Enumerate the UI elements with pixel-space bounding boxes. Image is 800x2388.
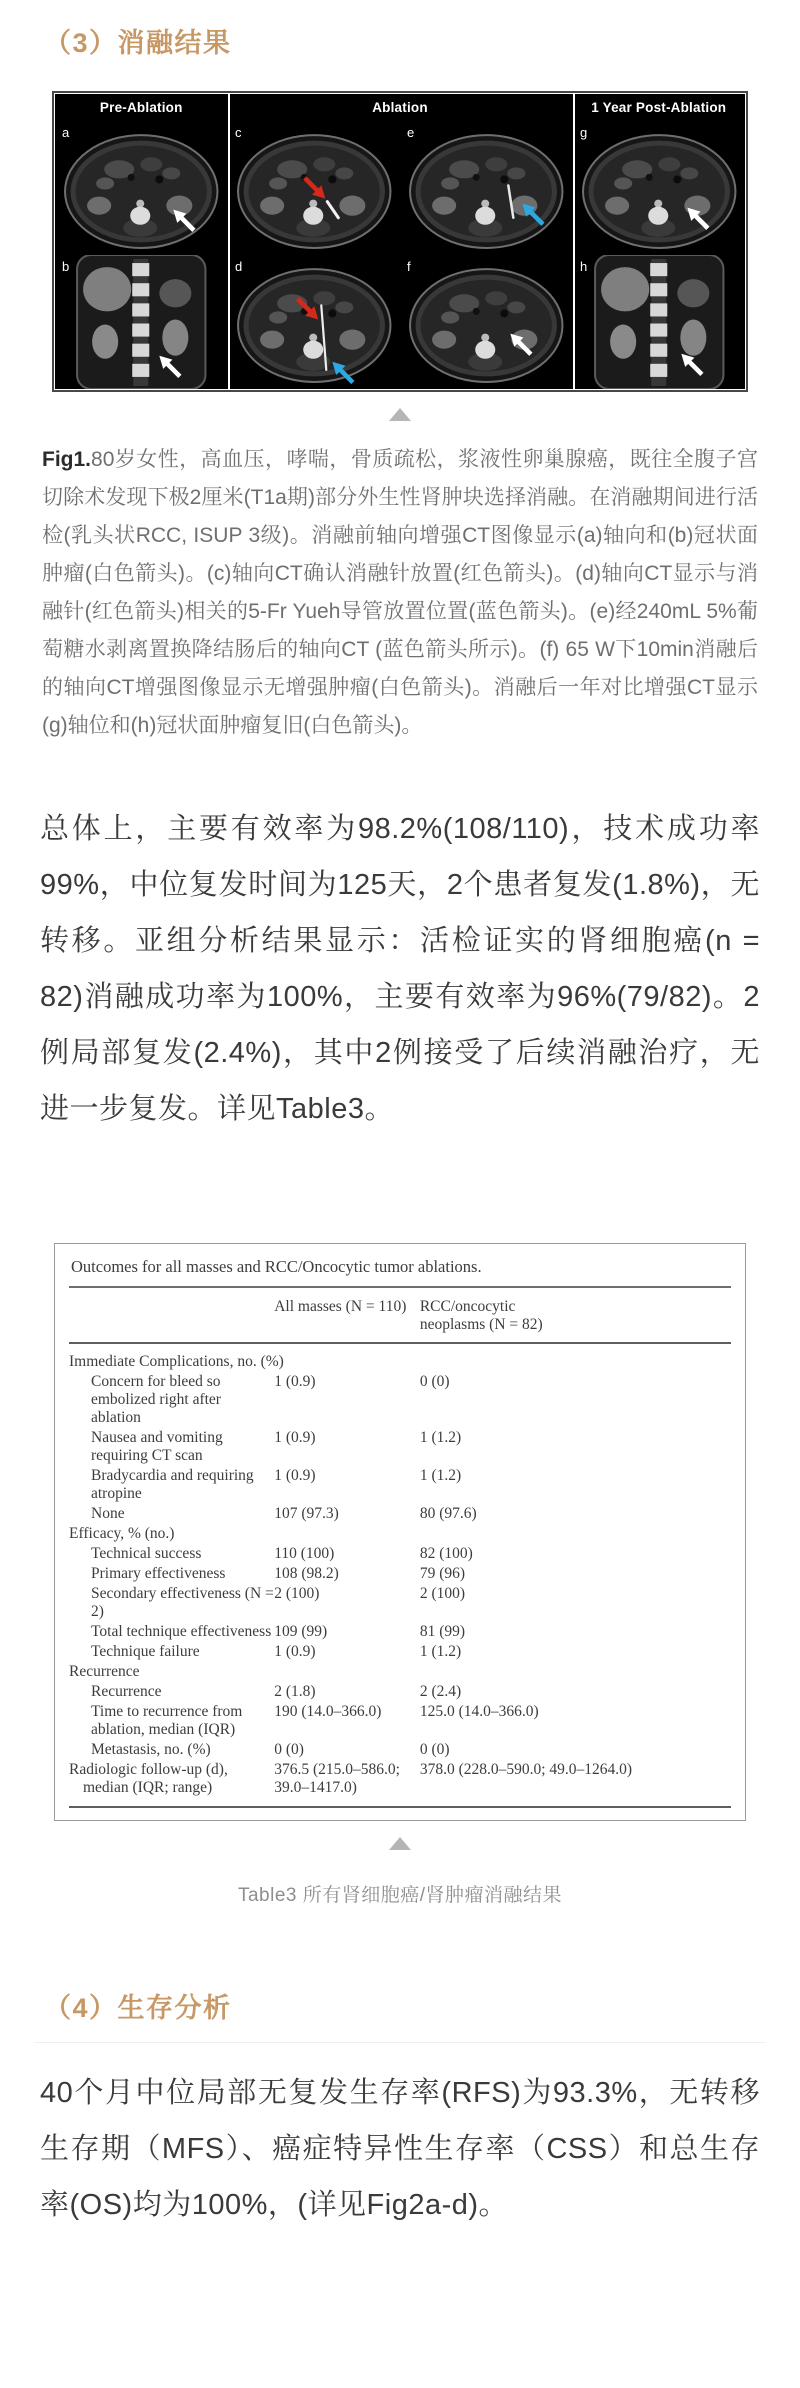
table-section-row xyxy=(69,1662,731,1682)
panel-letter: d xyxy=(234,259,242,275)
table3-outcomes-box xyxy=(54,1243,746,1821)
row-label: Primary effectiveness xyxy=(91,1565,226,1583)
table-row xyxy=(69,1544,731,1564)
column-title-post-ablation: 1 Year Post-Ablation xyxy=(591,100,727,116)
rcc-value: 2 (2.4) xyxy=(419,1683,462,1701)
row-label: Nausea and vomiting requiring CT scan xyxy=(91,1429,223,1465)
rcc-value: 79 (96) xyxy=(419,1565,466,1583)
collapse-triangle-icon xyxy=(389,408,411,421)
row-label: Metastasis, no. (%) xyxy=(91,1741,211,1759)
header-rcc-oncocytic: RCC/oncocytic neoplasms (N = 82) xyxy=(420,1288,731,1343)
all-masses-value: 108 (98.2) xyxy=(274,1565,339,1583)
header-all-masses: All masses (N = 110) xyxy=(274,1288,420,1343)
table-row xyxy=(69,1740,731,1760)
table-row xyxy=(69,1760,731,1807)
figure1-caption-text: 80岁女性，高血压，哮喘，骨质疏松，浆液性卵巢腺癌，既往全腹子宫切除术发现下极2厘米(T1a期)部分外生性肾肿块选择消融。在消融期间进行活检(乳头状RCC, ISUP 3级)。消融前轴向增强CT图像显示(a)轴向和(b)冠状面肿瘤(白色箭头)。(c)轴向CT确认消融针放置(红色箭头)。(d)轴向CT显示与消融针(红色箭头)相关的5-Fr Yueh导管放置位置(蓝色箭头)。(e)经240mL 5%葡萄糖水剥离置换降结肠后的轴向CT (蓝色箭头所示)。(f) 65 W下10min消融后的轴向CT增强图像显示无增强肿瘤(白色箭头)。消融后一年对比增强CT显示(g)轴位和(h)冠状面肿瘤复旧(白色箭头)。 xyxy=(42,448,758,738)
rcc-value: 81 (99) xyxy=(419,1623,466,1641)
row-label: Recurrence xyxy=(91,1683,162,1701)
table-row xyxy=(69,1466,731,1504)
ct-image-grid xyxy=(55,121,745,389)
figure-divider xyxy=(228,94,230,389)
rcc-value: 2 (100) xyxy=(419,1585,466,1603)
rcc-value: 1 (1.2) xyxy=(419,1643,462,1661)
row-label: Radiologic follow-up (d), median (IQR; range) xyxy=(69,1760,274,1807)
figure1-ct-panel xyxy=(52,91,748,392)
column-title-ablation: Ablation xyxy=(372,100,428,116)
panel-letter: e xyxy=(407,125,415,141)
row-label: Technique failure xyxy=(91,1643,200,1661)
table-row xyxy=(69,1564,731,1584)
row-label: Technical success xyxy=(91,1545,202,1563)
ct-panel-h xyxy=(573,255,746,389)
outcomes-table xyxy=(69,1288,731,1808)
figure1-label: Fig1. xyxy=(42,448,92,472)
rcc-value: 1 (1.2) xyxy=(419,1467,462,1485)
all-masses-value xyxy=(274,1524,420,1544)
table-row xyxy=(69,1682,731,1702)
table-row xyxy=(69,1428,731,1466)
section-4-heading: （4）生存分析 xyxy=(44,1993,232,2024)
table-row xyxy=(69,1622,731,1642)
all-masses-value: 1 (0.9) xyxy=(274,1429,316,1447)
rcc-value xyxy=(420,1662,731,1682)
panel-letter: h xyxy=(579,259,587,275)
collapse-triangle-icon xyxy=(389,1837,411,1850)
ct-panel-g xyxy=(573,121,746,255)
panel-letter: g xyxy=(579,125,587,141)
all-masses-value xyxy=(274,1662,420,1682)
figure-divider xyxy=(573,94,575,389)
rcc-value: 82 (100) xyxy=(419,1545,473,1563)
ct-panel-c xyxy=(228,121,401,255)
rcc-value: 0 (0) xyxy=(419,1741,450,1759)
row-label: Time to recurrence from ablation, median (IQR) xyxy=(91,1703,243,1739)
all-masses-value: 0 (0) xyxy=(274,1741,304,1759)
panel-letter: b xyxy=(62,259,70,275)
all-masses-value: 376.5 (215.0–586.0; 39.0–1417.0) xyxy=(274,1760,420,1807)
figure1-frame xyxy=(54,93,746,390)
all-masses-value: 2 (100) xyxy=(274,1585,320,1603)
survival-analysis-paragraph: 40个月中位局部无复发生存率(RFS)为93.3%，无转移生存期（MFS）、癌症特异性生存率（CSS）和总生存率(OS)均为100%，(详见Fig2a-d)。 xyxy=(40,2077,760,2222)
row-label: Total technique effectiveness xyxy=(91,1623,272,1641)
all-masses-value: 107 (97.3) xyxy=(274,1505,339,1523)
ct-panel-e xyxy=(400,121,573,255)
all-masses-value: 190 (14.0–366.0) xyxy=(274,1703,382,1721)
all-masses-value: 1 (0.9) xyxy=(274,1373,316,1391)
row-label: Concern for bleed so embolized right after ablation xyxy=(91,1373,221,1427)
rcc-value: 1 (1.2) xyxy=(419,1429,462,1447)
section-3-heading: （3）消融结果 xyxy=(44,28,232,58)
row-label: Immediate Complications, no. (%) xyxy=(69,1353,284,1371)
panel-letter: f xyxy=(407,259,411,275)
figure1-caption xyxy=(42,441,758,745)
table-section-row xyxy=(69,1524,731,1544)
all-masses-value: 1 (0.9) xyxy=(274,1467,316,1485)
ct-panel-d xyxy=(228,255,401,389)
figure-column-headers xyxy=(55,94,745,121)
table-section-row xyxy=(69,1343,731,1372)
row-label: Efficacy, % (no.) xyxy=(69,1525,175,1543)
row-label: Secondary effectiveness (N = 2) xyxy=(91,1585,274,1621)
table3-caption: Table3 所有肾细胞癌/肾肿瘤消融结果 xyxy=(237,1885,563,1907)
rcc-value xyxy=(420,1524,731,1544)
table-header-row xyxy=(69,1288,731,1343)
rcc-value: 80 (97.6) xyxy=(419,1505,477,1523)
table-row xyxy=(69,1702,731,1740)
panel-letter: c xyxy=(234,125,242,141)
header-empty-cell xyxy=(69,1288,274,1343)
row-label: Bradycardia and requiring atropine xyxy=(91,1467,254,1503)
table3-title: Outcomes for all masses and RCC/Oncocytic tumor ablations. xyxy=(69,1252,731,1288)
rcc-value xyxy=(420,1343,731,1372)
panel-letter: a xyxy=(62,125,70,141)
all-masses-value: 2 (1.8) xyxy=(274,1683,316,1701)
table-row xyxy=(69,1642,731,1662)
all-masses-value xyxy=(274,1343,420,1372)
column-title-pre-ablation: Pre-Ablation xyxy=(99,100,183,116)
rcc-value: 0 (0) xyxy=(419,1373,450,1391)
ct-panel-f xyxy=(400,255,573,389)
rcc-value: 378.0 (228.0–590.0; 49.0–1264.0) xyxy=(420,1760,731,1807)
table-row xyxy=(69,1372,731,1428)
all-masses-value: 1 (0.9) xyxy=(274,1643,316,1661)
row-label: None xyxy=(91,1505,125,1523)
table-row xyxy=(69,1504,731,1524)
row-label: Recurrence xyxy=(69,1663,140,1681)
all-masses-value: 109 (99) xyxy=(274,1623,328,1641)
all-masses-value: 110 (100) xyxy=(274,1545,335,1563)
ct-panel-a xyxy=(55,121,228,255)
table-row xyxy=(69,1584,731,1622)
rcc-value: 125.0 (14.0–366.0) xyxy=(419,1703,539,1721)
heading-divider xyxy=(34,2042,766,2043)
ablation-results-paragraph: 总体上，主要有效率为98.2%(108/110)，技术成功率99%，中位复发时间为125天，2个患者复发(1.8%)，无转移。亚组分析结果显示：活检证实的肾细胞癌(n = 82)消融成功率为100%，主要有效率为96%(79/82)。2例局部复发(2.4%)，其中2例接受了后续消融治疗，无进一步复发。详见Table3。 xyxy=(40,813,760,1126)
ct-panel-b xyxy=(55,255,228,389)
